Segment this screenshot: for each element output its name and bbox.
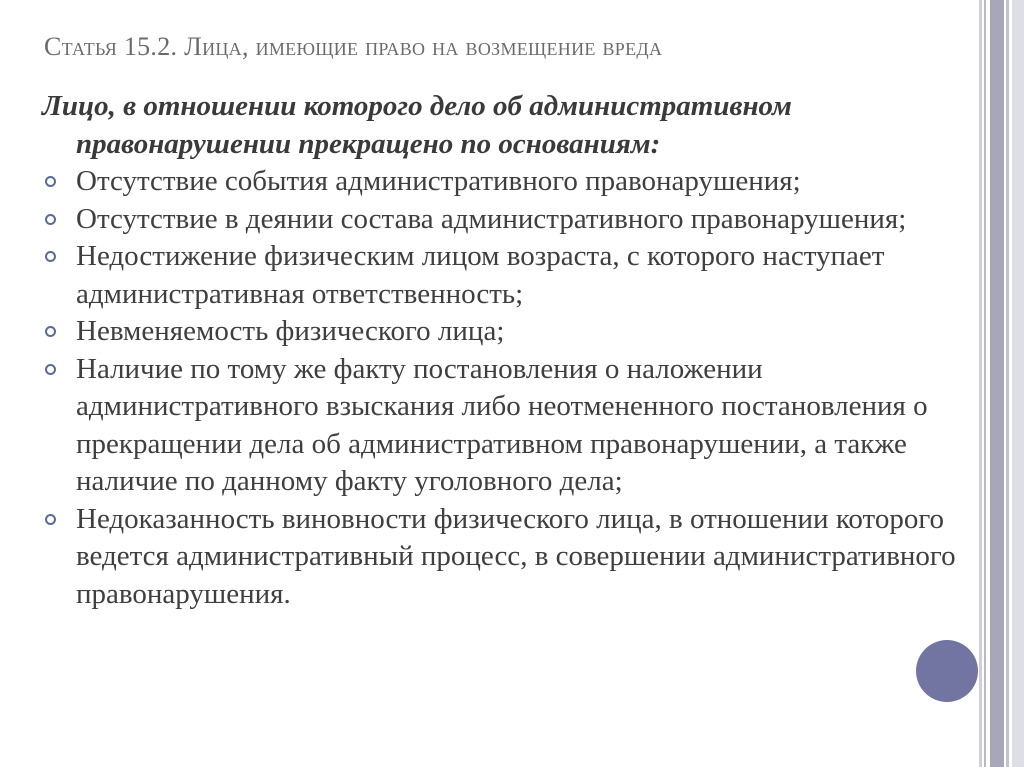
list-item-text: Наличие по тому же факту постановления о наложении административного взыскания либо неотмененного постановления о прекращении дела об административном правонарушении, а также наличие по данному факту уголовного дела; — [76, 352, 928, 497]
decorative-stripe — [979, 0, 982, 767]
list-item — [42, 501, 972, 614]
list-item — [42, 351, 972, 501]
bullet-circle-icon — [45, 176, 56, 187]
list-item — [42, 163, 972, 201]
bullet-list — [42, 163, 972, 613]
list-item — [42, 238, 972, 313]
decorative-circle — [916, 640, 978, 702]
decorative-stripe — [990, 0, 1004, 767]
decorative-stripe — [1006, 0, 1009, 767]
bullet-circle-icon — [45, 326, 56, 337]
bullet-circle-icon — [45, 214, 56, 225]
decorative-stripe — [984, 0, 986, 767]
list-item — [42, 313, 972, 351]
bullet-circle-icon — [45, 364, 56, 375]
bullet-circle-icon — [45, 514, 56, 525]
list-item-text: Невменяемость физического лица; — [76, 315, 505, 347]
decorative-stripe — [1012, 0, 1024, 767]
intro-text: Лицо, в отношении которого дело об административном правонарушении прекращено по основаниям: — [42, 90, 792, 160]
list-item-text: Отсутствие в деянии состава административного правонарушения; — [76, 202, 907, 235]
list-item-text: Недостижение физическим лицом возраста, с которого наступает административная ответственность; — [76, 240, 885, 310]
list-item-text: Недоказанность виновности физического лица, в отношении которого ведется административный процесс, в совершении административного правонарушения. — [76, 502, 956, 610]
list-item — [42, 201, 972, 239]
slide-content — [42, 88, 972, 613]
bullet-circle-icon — [45, 251, 56, 262]
list-item-text: Отсутствие события административного правонарушения; — [76, 165, 801, 197]
slide-title: Статья 15.2. Лица, имеющие право на возмещение вреда — [44, 32, 663, 61]
